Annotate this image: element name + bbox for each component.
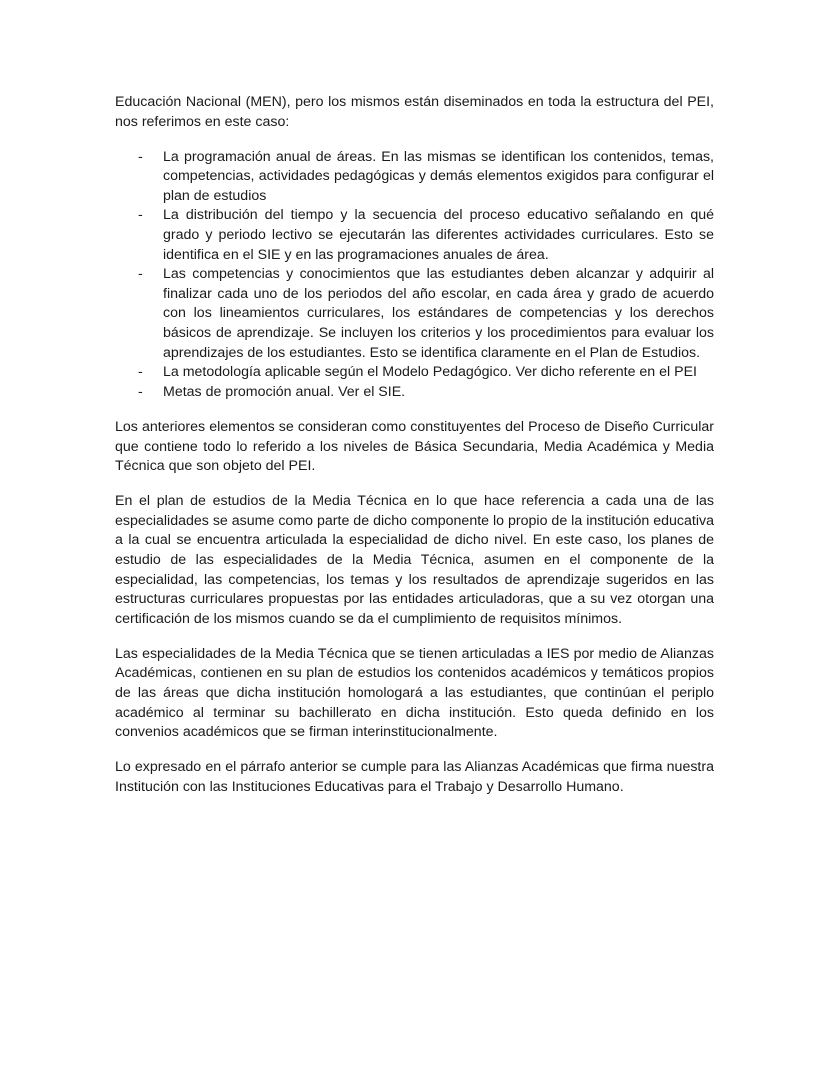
- paragraph-media-tecnica: En el plan de estudios de la Media Técnica en lo que hace referencia a cada una de las especialidades se asume como parte de dicho componente lo propio de la institución educativa a la cual se encuentra articulada la especialidad de dicho nivel. En este caso, los planes de estudio de las especialidades de la Media Técnica, asumen en el componente de la especialidad, las competencias, los temas y los resultados de aprendizaje sugeridos en las estructuras curriculares propuestas por las entidades articuladoras, que a su vez otorgan una certificación de los mismos cuando se da el cumplimiento de requisitos mínimos.: [115, 493, 714, 627]
- bullet-dash: -: [138, 383, 143, 400]
- paragraph-design-process: Los anteriores elementos se consideran como constituyentes del Proceso de Diseño Curricular que contiene todo lo referido a los niveles de Básica Secundaria, Media Académica y Media Técnica que son objeto del PEI.: [115, 418, 714, 475]
- list-item: [115, 265, 714, 363]
- bullet-dash: -: [138, 148, 143, 165]
- paragraph-alianzas: Las especialidades de la Media Técnica que se tienen articuladas a IES por medio de Alianzas Académicas, contienen en su plan de estudios los contenidos académicos y temáticos propios de las áreas que dicha institución homologará a las estudiantes, que continúan el periplo académico al terminar su bachillerato en dicha institución. Esto queda definido en los convenios académicos que se firman interinstitucionalmente.: [115, 645, 714, 741]
- list-item: [115, 363, 714, 383]
- list-item: [115, 206, 714, 265]
- list-item-text: La programación anual de áreas. En las mismas se identifican los contenidos, temas, competencias, actividades pedagógicas y demás elementos exigidos para configurar el plan de estudios: [163, 148, 714, 204]
- list-item-text: Las competencias y conocimientos que las estudiantes deben alcanzar y adquirir al finalizar cada uno de los periodos del año escolar, en cada área y grado de acuerdo con los lineamientos curriculares, los estándares de competencias y los derechos básicos de aprendizaje. Se incluyen los criterios y los procedimientos para evaluar los aprendizajes de los estudiantes. Esto se identifica claramente en el Plan de Estudios.: [163, 266, 714, 361]
- bullet-dash: -: [138, 266, 143, 283]
- list-item-text: La metodología aplicable según el Modelo Pedagógico. Ver dicho referente en el PEI: [163, 364, 697, 381]
- paragraph-conclusion: Lo expresado en el párrafo anterior se cumple para las Alianzas Académicas que firma nuestra Institución con las Instituciones Educativas para el Trabajo y Desarrollo Humano.: [115, 759, 714, 795]
- bullet-dash: -: [138, 364, 143, 381]
- requirements-list: [115, 148, 714, 403]
- list-item-text: Metas de promoción anual. Ver el SIE.: [163, 383, 406, 400]
- intro-paragraph: Educación Nacional (MEN), pero los mismos están diseminados en toda la estructura del PEI, nos referimos en este caso:: [115, 94, 714, 130]
- bullet-dash: -: [138, 207, 143, 224]
- list-item-text: La distribución del tiempo y la secuencia del proceso educativo señalando en qué grado y periodo lectivo se ejecutarán las diferentes actividades curriculares. Esto se identifica en el SIE y en las programaciones anuales de área.: [163, 207, 714, 263]
- list-item: [115, 383, 714, 403]
- document-page: [115, 93, 714, 813]
- list-item: [115, 148, 714, 207]
